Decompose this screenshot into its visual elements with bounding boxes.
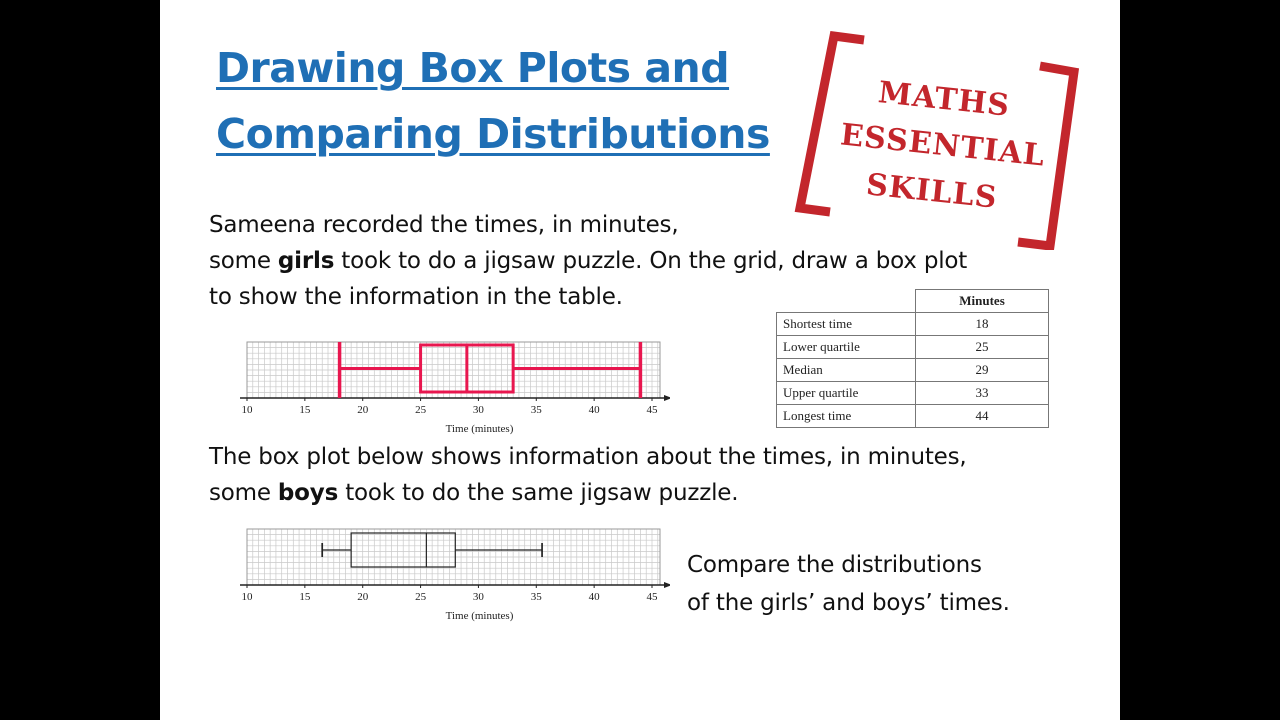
title-line-1: Drawing Box Plots and [216, 44, 730, 92]
boys-emphasis: boys [277, 480, 339, 506]
tick-label: 15 [299, 591, 311, 603]
tick-label: 45 [646, 404, 658, 416]
tick-label: 30 [472, 404, 484, 416]
slide [160, 0, 1120, 720]
logo-line-1: MATHS [876, 75, 1012, 124]
maths-essential-skills-logo [790, 30, 1090, 250]
boys-text-line-1: The box plot below shows information about the times, in minutes, [209, 444, 967, 470]
tick-label: 25 [415, 404, 427, 416]
title-line-2: Comparing Distributions [216, 110, 770, 158]
tick-label: 20 [357, 591, 369, 603]
table-row: Upper quartile 33 [777, 382, 1049, 405]
tick-label: 40 [588, 404, 600, 416]
girls-times-table [776, 289, 1049, 428]
table-row: Longest time 44 [777, 405, 1049, 428]
axis-label: Time (minutes) [445, 610, 514, 622]
boys-box-plot [240, 523, 670, 627]
table-row: Shortest time 18 [777, 313, 1049, 336]
tick-label: 10 [241, 404, 253, 416]
compare-line-2: of the girls’ and boys’ times. [687, 590, 1010, 616]
table-header-minutes: Minutes [916, 290, 1049, 313]
tick-label: 15 [299, 404, 311, 416]
tick-label: 40 [588, 591, 600, 603]
table-header-row [777, 290, 1049, 313]
x-axis-arrow [664, 395, 670, 401]
compare-line-1: Compare the distributions [687, 552, 982, 578]
tick-label: 45 [646, 591, 658, 603]
girls-emphasis: girls [277, 248, 335, 274]
tick-label: 35 [530, 591, 542, 603]
intro-line-2: some girls took to do a jigsaw puzzle. On the grid, draw a box plot [209, 248, 968, 274]
logo-line-3: SKILLS [864, 167, 1000, 216]
grid [247, 529, 660, 585]
boys-text-line-2: some boys took to do the same jigsaw puzzle. [209, 480, 739, 506]
table-row: Median 29 [777, 359, 1049, 382]
tick-label: 10 [241, 591, 253, 603]
table-row: Lower quartile 25 [777, 336, 1049, 359]
axis-label: Time (minutes) [445, 423, 514, 435]
x-axis-arrow [664, 582, 670, 588]
intro-line-3: to show the information in the table. [209, 284, 623, 310]
tick-label: 35 [530, 404, 542, 416]
tick-label: 30 [472, 591, 484, 603]
intro-line-1: Sameena recorded the times, in minutes, [209, 212, 679, 238]
girls-box-plot [240, 336, 670, 440]
logo-line-2: ESSENTIAL [838, 117, 1047, 174]
tick-label: 25 [415, 591, 427, 603]
tick-label: 20 [357, 404, 369, 416]
